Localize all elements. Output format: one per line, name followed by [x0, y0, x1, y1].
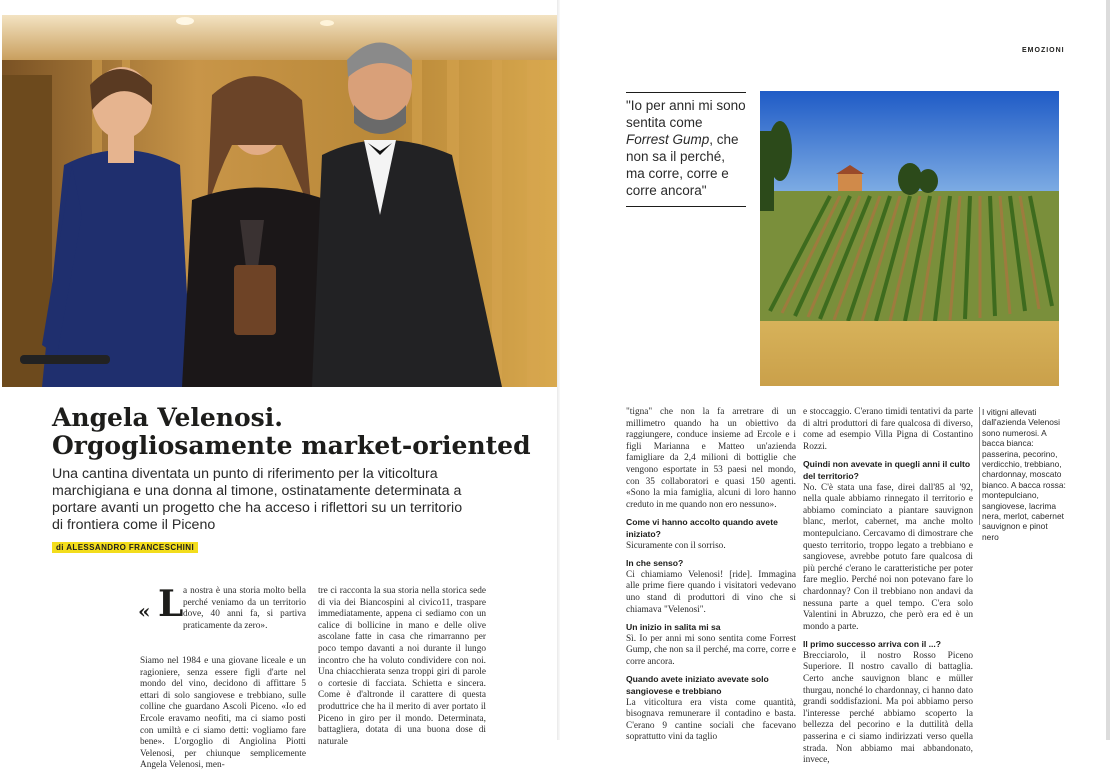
- pull-quote-text-1: "Io per anni mi sono sentita come: [626, 98, 746, 130]
- interview-question: Quindi non avevate in quegli anni il culto del territorio?: [803, 459, 971, 481]
- interview-question: Quando avete iniziato avevate solo sangiovese e trebbiano: [626, 674, 769, 697]
- title-line-2: Orgogliosamente market-oriented: [52, 431, 531, 460]
- pull-quote-text-2: , che non sa il perché, ma corre, corre e corre ancora": [626, 132, 739, 198]
- interview-question: Un inizio in salita mi sa: [626, 622, 721, 633]
- body-paragraph: "tigna" che non la fa arretrare di un millimetro quando ha un obiettivo da raggiungere, conduce insieme ad Ercole e i figli Marianna e Matteo un'azienda famigliare da 2,4 milioni di bottiglie che vengono esportate in 53 paesi nel mondo, con 35 collaboratori e quasi 150 agenti. «Sono la mia famiglia, alcuni di loro hanno creduto in me quando non ero nessuno».: [626, 407, 796, 510]
- lead-paragraph: a nostra è una storia molto bella perché veniamo da un territorio dove, 40 anni fa, si partiva praticamente da zero».: [183, 586, 306, 631]
- byline: di ALESSANDRO FRANCESCHINI: [52, 542, 198, 553]
- interview-answer: Sicuramente con il sorriso.: [626, 540, 726, 551]
- pull-quote-italic: Forrest Gump: [626, 132, 710, 147]
- body-column-3: [626, 407, 796, 744]
- body-paragraph: e stoccaggio. C'erano timidi tentativi da parte di altri produttori di fare qualcosa di diverso, come ad esempio Villa Pigna di Costantino Rozzi.: [803, 407, 973, 452]
- interview-answer: Sì. Io per anni mi sono sentita come Forrest Gump, che non sa il perché, ma corre, corre e corre ancora.: [626, 633, 796, 667]
- interview-answer: Brecciarolo, il nostro Rosso Piceno Superiore. Il nostro cavallo di battaglia. Certo anche sauvignon blanc e müller thurgau, nonché lo chardonnay, ci hanno dato grandi soddisfazioni. Ma poi abbiamo perso l'interesse perché abbiamo scoperto la bellezza del pecorino e la duttilità della passerina e ci siamo indirizzati verso quella strada. Non abbiamo mai abbandonato, invece,: [803, 650, 973, 766]
- award-photo: [2, 15, 558, 387]
- opening-quote-mark: «: [138, 599, 151, 623]
- interview-answer: No. C'è stata una fase, direi dall'85 al '92, nella quale abbiamo rinnegato il territorio e abbiamo cominciato a piantare sauvignon blanc, merlot, cabernet, ma anche molto montepulciano. Cercavamo di dimostrare che questo territorio, troppo legato a trebbiano e sangiovese, avrebbe potuto fare qualcosa di più perché c'erano le caratteristiche per poter fare meglio. Perché noi non potevano fare lo chardonnay? Con il trebbiano non andavi da nessuna parte a quel tempo. C'era solo Valentini in Abruzzo, che però era ed è un mondo a parte.: [803, 482, 973, 632]
- grape-varieties-sidebar: I vitigni allevati dall'azienda Velenosi sono numerosi. A bacca bianca: passerina, pecorino, verdicchio, trebbiano, chardonnay, moscato bianco. A bacca rossa: montepulciano, sangiovese, lacrima nera, merlot, cabernet sauvignon e pinot nero: [982, 407, 1066, 542]
- body-column-1: [140, 656, 306, 772]
- sidebar-divider: [979, 407, 980, 525]
- body-paragraph: Siamo nel 1984 e una giovane liceale e un ragioniere, senza essere figli d'arte nel mondo del vino, decidono di affittare 5 ettari di solo sangiovese e trebbiano, sulle colline che guardano Ascoli Piceno. «Io ed Ercole eravamo neofiti, ma ci siamo posti con umiltà e ci siamo detti: vogliamo fare bene». L'orgoglio di Angiolina Piotti Velenosi, per chiunque semplicemente Angela Velenosi, men-: [140, 656, 306, 771]
- interview-question: Il primo successo arriva con il ...?: [803, 639, 942, 650]
- page-edge: [1106, 0, 1110, 740]
- vineyard-photo: [760, 91, 1059, 386]
- interview-answer: La viticoltura era vista come quantità, bisognava remunerare il contadino e basta. C'erano 9 cantine sociali che facevano soprattutto vini da taglio: [626, 697, 796, 743]
- body-column-2: [318, 586, 486, 748]
- pull-quote: [626, 92, 746, 207]
- interview-answer: Ci chiamiamo Velenosi! [ride]. Immagina alle prime fiere quando i visitatori vedevano uno stand di produttori di vino che si chiamava "Velenosi".: [626, 569, 796, 615]
- article-dek: Una cantina diventata un punto di riferimento per la viticoltura marchigiana e una donna al timone, ostinatamente determinata a portare avanti un progetto che ha acceso i riflettori su un territorio di frontiera come il Piceno: [52, 466, 463, 533]
- interview-question: In che senso?: [626, 558, 684, 569]
- article-title: [52, 404, 532, 460]
- title-line-1: Angela Velenosi.: [52, 403, 283, 432]
- section-label: EMOZIONI: [1022, 47, 1065, 54]
- body-paragraph: tre ci racconta la sua storia nella storica sede di via dei Biancospini al civico11, traspare immediatamente, appena ci sediamo con un calice di bollicine in mano e delle olive ascolane fatte in casa che rimarranno per poco tempo davanti a noi durante il lungo incontro che ha voluto condividere con noi. Una chiacchierata senza troppi giri di parole o cortesie di facciata. Schietta e sincera. Come è d'altronde il carattere di questa produttrice che ha il merito di aver portato il Piceno in giro per il mondo. Determinata, battagliera, dotata di una buona dose di naturale: [318, 586, 486, 747]
- drop-cap: L: [158, 583, 184, 625]
- body-column-4: [803, 407, 973, 767]
- interview-question: Come vi hanno accolto quando avete iniziato?: [626, 517, 778, 539]
